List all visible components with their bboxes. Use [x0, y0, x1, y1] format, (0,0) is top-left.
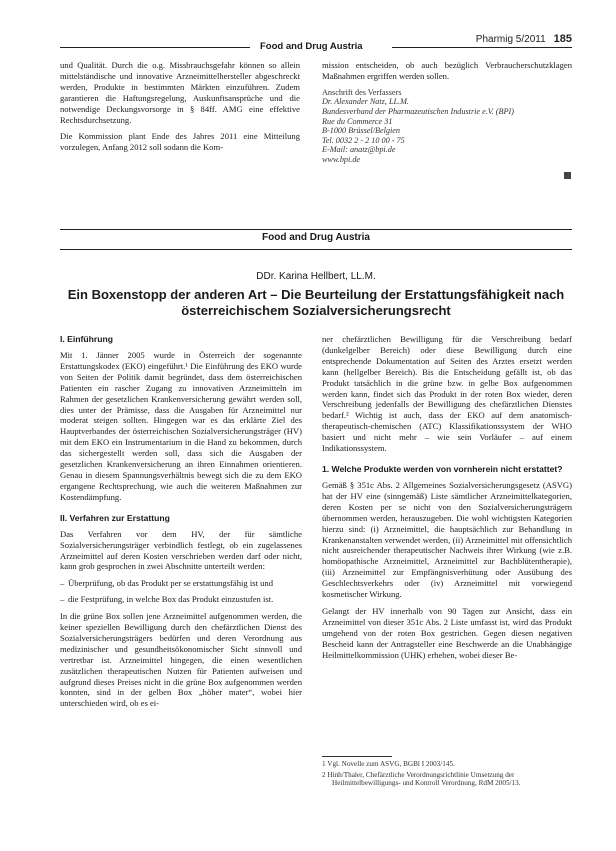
- paragraph: In die grüne Box sollen jene Arzneimittel aufgenommen werden, die keiner speziellen Bewilligung durch den chefärztlichen Dienst des Sozialversicherungsträgers bedürfen und deren Verordnung aus medizinischer und gesundheitsökonomischer Sicht sinnvoll und vertretbar ist. Arzneimittel hingegen, die einen wesentlichen zusätzlichen therapeutischen Nutzen für Patienten aufweisen und aufgrund dieses Preises nicht in die grüne Box aufgenommen werden konnten, sind in der gelben Box „höher mater“, wobei hier unterschieden wird, ob es ei-: [60, 611, 302, 709]
- running-head: Food and Drug Austria: [260, 41, 363, 52]
- heading-procedure: II. Verfahren zur Erstattung: [60, 512, 170, 523]
- footnote: 2 Hinh/Thaler, Chefärztliche Verordnungsrichtlinie Umsetzung der Heilmittelbewilligungs- und Kontroll Verordnung, RdM 2005/13.: [322, 770, 521, 788]
- address-line: www.bpi.de: [322, 154, 361, 164]
- journal-info: [476, 33, 572, 45]
- page-number: 185: [553, 33, 572, 45]
- author-address: [322, 88, 572, 165]
- article-author: DDr. Karina Hellbert, LL.M.: [256, 271, 376, 282]
- address-line: Tel. 0032 2 - 2 10 00 - 75: [322, 135, 405, 145]
- paragraph: Das Verfahren vor dem HV, der für sämtliche Sozialversicherungsträger verbindlich festlegt, ob ein zugelassenes Arzneimittel auf deren Kosten verschrieben werden darf oder nicht, kann grob gesprochen in zwei Abschnitte unterteilt werden:: [60, 528, 302, 572]
- article-left-column: [60, 334, 302, 715]
- list-item: – die Festprüfung, in welche Box das Produkt einzustufen ist.: [60, 594, 302, 605]
- address-line: Bundesverband der Pharmazeutischen Industrie e.V. (BPI): [322, 107, 514, 116]
- heading-not-reimbursed: 1. Welche Produkte werden von vornherein nicht erstattet?: [322, 463, 563, 474]
- address-line: Dr. Alexander Natz, LL.M.: [322, 97, 409, 107]
- prev-article-right-column: [322, 60, 572, 165]
- journal-name: Pharmig 5/2011: [475, 34, 546, 45]
- paragraph: Mit 1. Jänner 2005 wurde in Österreich der sogenannte Erstattungskodex (EKO) eingeführt.¹ Die Einführung des EKO wurde von Seiten der Politik damit begründet, dass dem österreichischen Patienten ein rascher Zugang zu innovativen Arzneimitteln im Rahmen der gesetzlichen Krankenversicherung gewährt werden soll, dies unter der Prämisse, dass die Ausgaben für Arzneimittel nur moderat steigen sollten. Hingegen war es das erklärte Ziel des Hauptverbandes der österreichischen Sozialversicherungsträger (HV) mit dem EKO ein Instrumentarium in die Hand zu bekommen, durch das sichergestellt werden soll, dass sich die Ausgaben der gesetzlichen Krankenversicherung an ihren Einnahmen orientieren. Genau in diesem Spannungsverhältnis bewegt sich die zu dem EKO ergangene Rechtsprechung, wie auch die weiteren Maßnahmen zur Kostendämpfung.: [60, 350, 302, 502]
- address-line: B-1000 Brüssel/Belgien: [322, 126, 400, 136]
- footnote-rule: [322, 756, 392, 757]
- address-line: Rue du Commerce 31: [322, 116, 393, 126]
- header-rule-left: [60, 47, 250, 48]
- list-item: – Überprüfung, ob das Produkt per se erstattungsfähig ist und: [60, 578, 302, 589]
- section-label: Food and Drug Austria: [262, 232, 370, 243]
- paragraph: Gemäß § 351c Abs. 2 Allgemeines Sozialversicherungsgesetz (ASVG) hat der HV eine (sinngemäß) Liste sämtlicher Arzneimittelkategorien, deren Kosten per se nicht von den Sozialversicherungsträgern übernommen werden, herauszugeben. Die wohl wichtigsten Kategorien hierzu sind: (i) Arzneimittel, die hauptsächlich zur Behandlung in Krankenanstalten verwendet werden, (ii) Arzneimittel mit offensichtlich nicht ausreichender therapeutischer Nachweis ihrer Wirkung (wie z.B. homöopathische Arzneimittel, Arzneimittel zur Bachblütentherapie), (iii) Arzneimittel zur Empfängnisverhütung oder Ausübung des Geschlechtsverkehrs oder (iv) Arzneimittel mit vorwiegend kosmetischer Wirkung.: [322, 479, 572, 600]
- address-line: E-Mail: anatz@bpi.de: [322, 145, 396, 155]
- prev-article-left-column: [60, 60, 300, 159]
- paragraph: Die Kommission plant Ende des Jahres 2011 eine Mitteilung vorzulegen, Anfang 2012 soll sodann die Kom-: [60, 131, 300, 153]
- section-rule-top: [60, 229, 572, 230]
- paragraph: und Qualität. Durch die o.g. Missbrauchsgefahr können so allein mittelständische und innovative Arzneimittelhersteller abgeschreckt werden, Produkte in bestimmten Märkten einzuführen. Zudem garantieren die Haftungsregelung, Auskunftsansprüche und die notwendige Deckungsvorsorge in § 84ff. AMG eine effektive Rechtsdurchsetzung.: [60, 60, 300, 125]
- paragraph: Gelangt der HV innerhalb von 90 Tagen zur Ansicht, dass ein Arzneimittel von dieser 351c Abs. 2 Liste umfasst ist, wird das Produkt umgehend von der roten Box gestrichen. Gegen diesen negativen Bescheid kann der Antragsteller eine Beschwerde an die Unabhängige Heilmittelkommission (UHK) erheben, wobei dieser Be-: [322, 605, 572, 660]
- article-right-column: [322, 334, 572, 666]
- section-rule-bottom: [60, 249, 572, 250]
- paragraph: ner chefärztlichen Bewilligung für die Verschreibung bedarf (dunkelgelber Bereich) oder diese Bewilligung durch eine entsprechende Dokumentation auf Seiten des Arztes ersetzt werden kann (hellgelber Bereich). Bis die Entscheidung gefällt ist, ob das Produkt tatsächlich in die grüne bzw. in gelbe Box aufgenommen werden kann, findet sich das Produkt in der roten Box wieder, deren Verschreibung jedenfalls der Bewilligung des chefärztlichen Dienstes bedarf.² Wichtig ist auch, dass der EKO auf dem anatomisch-therapeutisch-chemischen (ATC) Klassifikationssystem der WHO basiert und nicht mehr – wie sein Vorläufer – auf einem Indikationssystem.: [322, 334, 572, 454]
- end-of-article-square-icon: [564, 172, 571, 179]
- footnotes: [322, 760, 572, 790]
- address-label: Anschrift des Verfassers: [322, 87, 402, 97]
- article-title: Ein Boxenstopp der anderen Art – Die Beurteilung der Erstattungsfähigkeit nach österreichischem Sozialversicherungsrecht: [67, 287, 565, 318]
- paragraph: mission entscheiden, ob auch bezüglich Verbraucherschutzklagen Maßnahmen ergriffen werden sollen.: [322, 60, 572, 81]
- footnote: 1 Vgl. Novelle zum ASVG, BGBl I 2003/145.: [322, 760, 455, 768]
- header-rule-right: [392, 47, 572, 48]
- heading-introduction: I. Einführung: [60, 334, 113, 344]
- bullet-list: [60, 578, 302, 605]
